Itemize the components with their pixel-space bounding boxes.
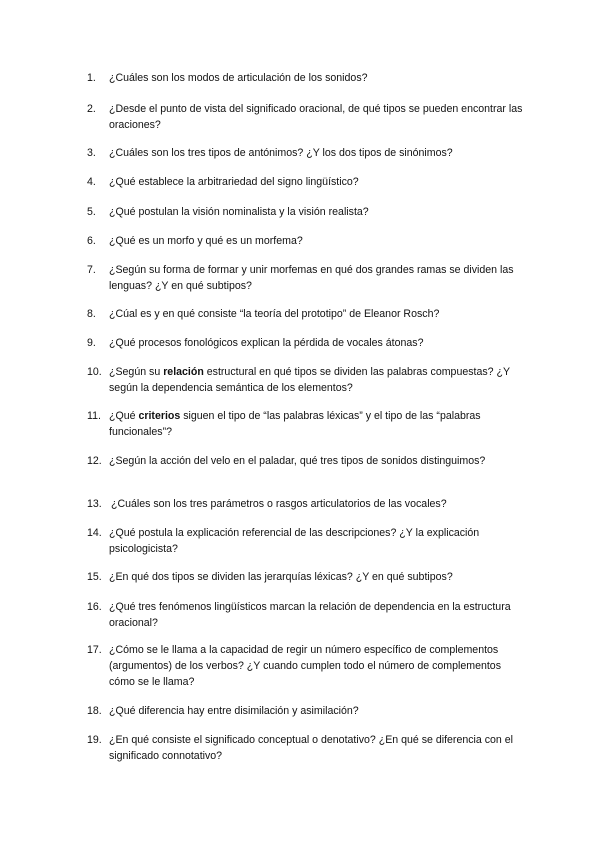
question-text: ¿Qué criterios siguen el tipo de “las palabras léxicas” y el tipo de las “palabras funcionales”? (109, 410, 481, 438)
question-text: ¿Desde el punto de vista del significado oracional, de qué tipos se pueden encontrar las oraciones? (109, 103, 523, 131)
question-text: ¿Qué postulan la visión nominalista y la visión realista? (109, 206, 369, 218)
question-text: ¿Según la acción del velo en el paladar, qué tres tipos de sonidos distinguimos? (109, 455, 486, 467)
question-text: ¿Qué diferencia hay entre disimilación y asimilación? (109, 705, 359, 717)
question-number: 3. (87, 147, 96, 159)
question-text: ¿Cuáles son los tres tipos de antónimos? ¿Y los dos tipos de sinónimos? (109, 147, 453, 159)
question-text: ¿Cuáles son los tres parámetros o rasgos articulatorios de las vocales? (111, 498, 447, 510)
bold-term: criterios (138, 410, 181, 422)
question-number: 5. (87, 206, 96, 218)
question-text: ¿Según su forma de formar y unir morfemas en qué dos grandes ramas se dividen las lenguas? ¿Y en qué subtipos? (109, 264, 514, 292)
question-text: ¿Cuáles son los modos de articulación de los sonidos? (109, 72, 368, 84)
question-number: 8. (87, 308, 96, 320)
question-number: 10. (87, 366, 102, 378)
question-text: ¿Qué es un morfo y qué es un morfema? (109, 235, 303, 247)
question-text: ¿Qué postula la explicación referencial de las descripciones? ¿Y la explicación psicologicista? (109, 527, 480, 555)
question-number: 4. (87, 176, 96, 188)
question-number: 7. (87, 264, 96, 276)
question-number: 14. (87, 527, 102, 539)
bold-term: relación (163, 366, 204, 378)
question-number: 9. (87, 337, 96, 349)
question-text: ¿Cómo se le llama a la capacidad de regir un número específico de complementos (argumentos) de los verbos? ¿Y cuando cumplen todo el número de complementos cómo se le llama? (109, 644, 501, 688)
question-text: ¿Qué tres fenómenos lingüísticos marcan la relación de dependencia en la estructura oracional? (109, 601, 511, 629)
question-text: ¿Cúal es y en qué consiste “la teoría del prototipo” de Eleanor Rosch? (109, 308, 440, 320)
question-number: 17. (87, 644, 102, 656)
question-text: ¿Según su relación estructural en qué tipos se dividen las palabras compuestas? ¿Y según la dependencia semántica de los elementos? (109, 366, 510, 394)
question-number: 19. (87, 734, 102, 746)
question-number: 6. (87, 235, 96, 247)
question-number: 1. (87, 72, 96, 84)
question-number: 2. (87, 103, 96, 115)
question-number: 16. (87, 601, 102, 613)
question-number: 15. (87, 571, 102, 583)
question-number: 18. (87, 705, 102, 717)
question-text: ¿En qué dos tipos se dividen las jerarquías léxicas? ¿Y en qué subtipos? (109, 571, 453, 583)
question-text: ¿Qué procesos fonológicos explican la pérdida de vocales átonas? (109, 337, 424, 349)
question-number: 13. (87, 498, 102, 510)
question-text: ¿Qué establece la arbitrariedad del signo lingüístico? (109, 176, 359, 188)
question-number: 11. (87, 410, 101, 422)
question-text: ¿En qué consiste el significado conceptual o denotativo? ¿En qué se diferencia con el significado connotativo? (109, 734, 513, 762)
question-number: 12. (87, 455, 102, 467)
